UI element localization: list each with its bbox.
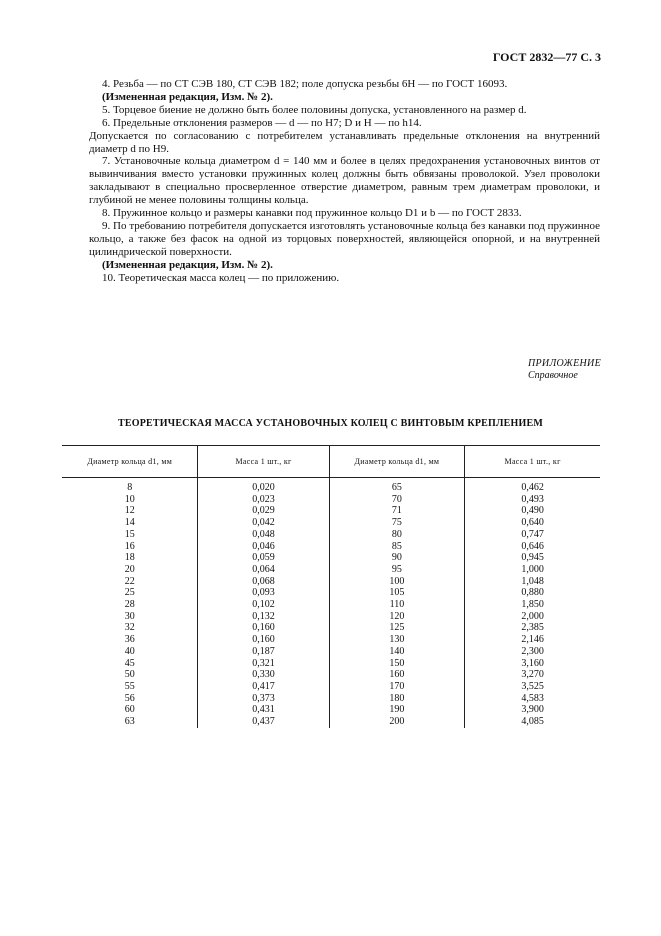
col-header-diameter-2: Диаметр кольца d1, мм (329, 446, 465, 478)
mass-cell: 2,146 (521, 634, 544, 646)
mass-cell: 0,490 (521, 505, 544, 517)
mass-table (62, 445, 600, 728)
diameter-cell: 100 (329, 576, 465, 588)
diameter-cell: 110 (329, 599, 465, 611)
table-row (62, 587, 600, 599)
table-row (62, 564, 600, 576)
diameter-cell: 18 (62, 552, 198, 564)
revision-note-1: (Измененная редакция, Изм. № 2). (102, 90, 273, 103)
mass-cell: 0,945 (521, 552, 544, 564)
mass-cell: 0,462 (521, 482, 544, 493)
table-row (62, 517, 600, 529)
table-row (62, 634, 600, 646)
diameter-cell: 15 (62, 529, 198, 541)
diameter-cell: 30 (62, 611, 198, 623)
paragraph-6-note: Допускается по согласованию с потребителем устанавливать предельные отклонения на внутренний диаметр d по H9. (89, 129, 600, 155)
mass-cell: 0,880 (521, 587, 544, 599)
mass-cell: 1,850 (521, 599, 544, 611)
mass-cell: 0,046 (198, 541, 329, 553)
mass-cell: 1,000 (521, 563, 544, 575)
table-row (62, 669, 600, 681)
diameter-cell: 14 (62, 517, 198, 529)
mass-cell: 0,160 (198, 634, 329, 646)
table-row (62, 552, 600, 564)
diameter-cell: 130 (329, 634, 465, 646)
mass-cell: 0,020 (198, 478, 329, 494)
table-body (62, 478, 600, 728)
diameter-cell: 20 (62, 564, 198, 576)
diameter-cell: 45 (62, 658, 198, 670)
mass-cell: 0,042 (198, 517, 329, 529)
table-row (62, 704, 600, 716)
table-row (62, 494, 600, 506)
diameter-cell: 12 (62, 505, 198, 517)
appendix-label (528, 358, 601, 382)
paragraph-10: 10. Теоретическая масса колец — по приложению. (102, 271, 340, 284)
table-row (62, 716, 600, 728)
mass-cell: 0,064 (198, 564, 329, 576)
diameter-cell: 8 (62, 478, 198, 494)
table-row (62, 658, 600, 670)
diameter-cell: 70 (329, 494, 465, 506)
paragraph-8: 8. Пружинное кольцо и размеры канавки под пружинное кольцо D1 и b — по ГОСТ 2833. (102, 207, 522, 220)
mass-cell: 4,085 (521, 716, 544, 728)
diameter-cell: 25 (62, 587, 198, 599)
table-row (62, 646, 600, 658)
mass-cell: 0,187 (198, 646, 329, 658)
mass-cell: 3,160 (521, 657, 544, 669)
table-row (62, 681, 600, 693)
table-row (62, 611, 600, 623)
diameter-cell: 95 (329, 564, 465, 576)
mass-cell: 0,747 (521, 528, 544, 540)
table-row (62, 622, 600, 634)
diameter-cell: 160 (329, 669, 465, 681)
paragraph-6: 6. Предельные отклонения размеров — d — по H7; D и H — по h14. (102, 116, 422, 129)
table-row (62, 529, 600, 541)
table-row (62, 478, 600, 494)
mass-cell: 0,493 (521, 493, 544, 505)
diameter-cell: 120 (329, 611, 465, 623)
mass-cell: 0,330 (198, 669, 329, 681)
diameter-cell: 80 (329, 529, 465, 541)
table-row (62, 599, 600, 611)
col-header-mass-1: Масса 1 шт., кг (198, 446, 329, 478)
paragraph-7: 7. Установочные кольца диаметром d = 140 мм и более в целях предохранения установочных винтов от вывинчивания вместо установки пружинных колец должны быть обвязаны проволокой. Узел проволоки закладывают в специально просверленное отверстие диаметром, равным трем диаметрам проволоки, и глубиной не менее половины толщины кольца. (89, 155, 600, 207)
mass-cell: 3,270 (521, 669, 544, 681)
paragraph-5: 5. Торцевое биение не должно быть более половины допуска, установленного на размер d. (102, 103, 527, 116)
diameter-cell: 65 (329, 478, 465, 494)
mass-cell: 0,431 (198, 704, 329, 716)
mass-cell: 3,525 (521, 680, 544, 692)
diameter-cell: 22 (62, 576, 198, 588)
page-header: ГОСТ 2832—77 С. 3 (492, 50, 601, 64)
diameter-cell: 85 (329, 541, 465, 553)
mass-cell: 0,321 (198, 658, 329, 670)
table-row (62, 505, 600, 517)
paragraph-9: 9. По требованию потребителя допускается изготовлять установочные кольца без канавки под пружинное кольцо, а также без фасок на одной из торцовых поверхностей, являющейся опорной, и на внутренней цилиндрической поверхности. (89, 219, 600, 258)
mass-cell: 0,646 (521, 540, 544, 552)
mass-cell: 0,417 (198, 681, 329, 693)
paragraph-4: 4. Резьба — по СТ СЭВ 180, СТ СЭВ 182; поле допуска резьбы 6H — по ГОСТ 16093. (102, 78, 508, 90)
diameter-cell: 105 (329, 587, 465, 599)
mass-cell: 0,132 (198, 611, 329, 623)
mass-cell: 3,900 (521, 704, 544, 716)
diameter-cell: 50 (62, 669, 198, 681)
diameter-cell: 125 (329, 622, 465, 634)
diameter-cell: 200 (329, 716, 465, 728)
diameter-cell: 10 (62, 494, 198, 506)
table-row (62, 693, 600, 705)
diameter-cell: 36 (62, 634, 198, 646)
diameter-cell: 16 (62, 541, 198, 553)
mass-cell: 2,385 (521, 622, 544, 634)
mass-cell: 0,437 (198, 716, 329, 728)
diameter-cell: 40 (62, 646, 198, 658)
body-text (89, 78, 600, 285)
diameter-cell: 150 (329, 658, 465, 670)
col-header-mass-2: Масса 1 шт., кг (465, 446, 600, 478)
mass-cell: 0,029 (198, 505, 329, 517)
mass-cell: 0,102 (198, 599, 329, 611)
diameter-cell: 71 (329, 505, 465, 517)
table-row (62, 541, 600, 553)
col-header-diameter-1: Диаметр кольца d1, мм (62, 446, 198, 478)
diameter-cell: 90 (329, 552, 465, 564)
mass-cell: 0,373 (198, 693, 329, 705)
mass-cell: 0,640 (521, 517, 544, 529)
mass-cell: 0,068 (198, 576, 329, 588)
table-title: ТЕОРЕТИЧЕСКАЯ МАССА УСТАНОВОЧНЫХ КОЛЕЦ С ВИНТОВЫМ КРЕПЛЕНИЕМ (118, 418, 543, 429)
mass-cell: 2,000 (521, 610, 544, 622)
mass-cell: 0,160 (198, 622, 329, 634)
diameter-cell: 55 (62, 681, 198, 693)
mass-cell: 0,048 (198, 529, 329, 541)
table-header-row (62, 446, 600, 478)
diameter-cell: 75 (329, 517, 465, 529)
diameter-cell: 56 (62, 693, 198, 705)
mass-cell: 0,059 (198, 552, 329, 564)
mass-cell: 4,583 (521, 692, 544, 704)
diameter-cell: 63 (62, 716, 198, 728)
diameter-cell: 140 (329, 646, 465, 658)
table-row (62, 576, 600, 588)
mass-cell: 2,300 (521, 645, 544, 657)
mass-cell: 0,023 (198, 494, 329, 506)
mass-cell: 0,093 (198, 587, 329, 599)
diameter-cell: 32 (62, 622, 198, 634)
diameter-cell: 180 (329, 693, 465, 705)
appendix-subtitle: Справочное (528, 370, 578, 381)
diameter-cell: 190 (329, 704, 465, 716)
diameter-cell: 28 (62, 599, 198, 611)
diameter-cell: 170 (329, 681, 465, 693)
revision-note-2: (Измененная редакция, Изм. № 2). (102, 258, 273, 271)
diameter-cell: 60 (62, 704, 198, 716)
mass-cell: 1,048 (521, 575, 544, 587)
appendix-title: ПРИЛОЖЕНИЕ (528, 358, 601, 369)
